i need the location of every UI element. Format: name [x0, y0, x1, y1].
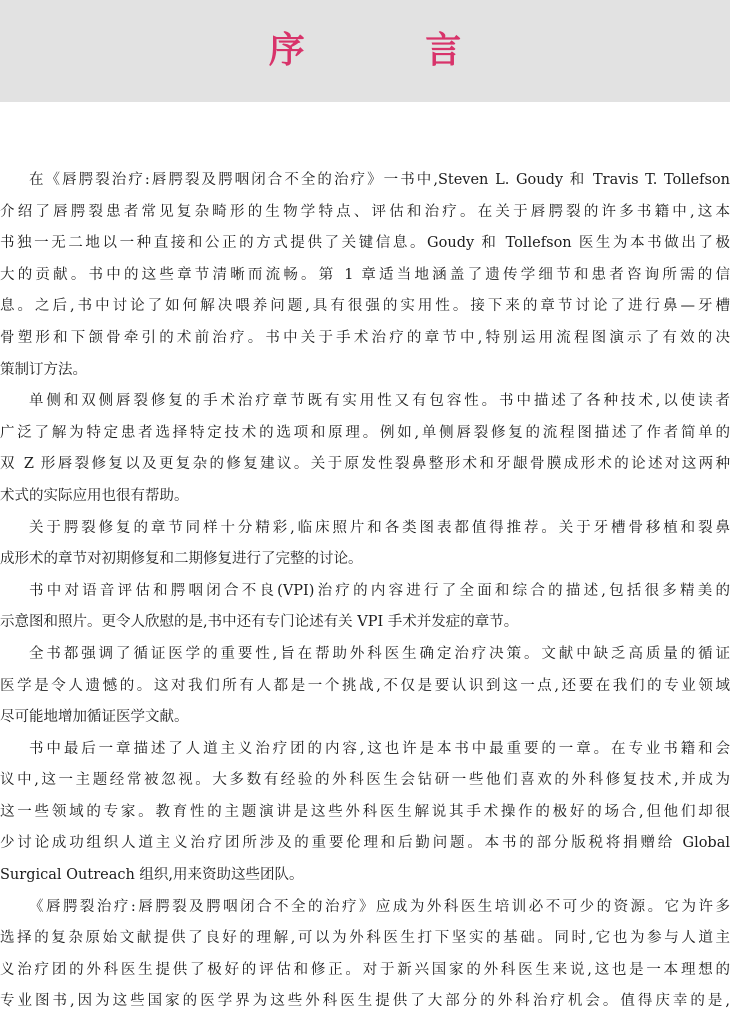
text-line: 示意图和照片。更令人欣慰的是,书中还有专门论述有关 VPI 手术并发症的章节。	[0, 614, 519, 631]
text-line: 在《唇腭裂治疗:唇腭裂及腭咽闭合不全的治疗》一书中,Steven L. Goudy 和 Travis T. Tollefson	[29, 172, 730, 188]
text-line: 这一些领域的专家。教育性的主题演讲是这些外科医生解说其手术操作的极好的场合,但他们却很	[0, 803, 730, 820]
header-band	[0, 0, 730, 102]
text-line: 专业图书,因为这些国家的医学界为这些外科医生提供了大部分的外科治疗机会。值得庆幸的是,	[0, 993, 730, 1010]
text-line: 策制订方法。	[0, 361, 87, 378]
text-line: 书中最后一章描述了人道主义治疗团的内容,这也许是本书中最重要的一章。在专业书籍和会	[29, 740, 730, 757]
text-line: 议中,这一主题经常被忽视。大多数有经验的外科医生会钻研一些他们喜欢的外科修复技术,并成为	[0, 772, 730, 789]
text-line: 书中对语音评估和腭咽闭合不良(VPI)治疗的内容进行了全面和综合的描述,包括很多精美的	[29, 582, 730, 599]
text-line: 医学是令人遗憾的。这对我们所有人都是一个挑战,不仅是要认识到这一点,还要在我们的专业领域	[0, 677, 730, 694]
text-line: 骨塑形和下颌骨牵引的术前治疗。书中关于手术治疗的章节中,特别运用流程图演示了有效的决	[0, 329, 730, 346]
text-line: 选择的复杂原始文献提供了良好的理解,可以为外科医生打下坚实的基础。同时,它也为参与人道主	[0, 930, 730, 947]
text-line: 关于腭裂修复的章节同样十分精彩,临床照片和各类图表都值得推荐。关于牙槽骨移植和裂鼻	[29, 519, 730, 536]
text-line: 少讨论成功组织人道主义治疗团所涉及的重要伦理和后勤问题。本书的部分版税将捐赠给 Global	[0, 835, 730, 852]
text-line: 术式的实际应用也很有帮助。	[0, 487, 189, 504]
text-line: 全书都强调了循证医学的重要性,旨在帮助外科医生确定治疗决策。文献中缺乏高质量的循证	[29, 645, 730, 662]
text-line: 广泛了解为特定患者选择特定技术的选项和原理。例如,单侧唇裂修复的流程图描述了作者简单的	[0, 424, 730, 441]
text-line: 大的贡献。书中的这些章节清晰而流畅。第 1 章适当地涵盖了遗传学细节和患者咨询所需的信	[0, 266, 730, 283]
text-line: 介绍了唇腭裂患者常见复杂畸形的生物学特点、评估和治疗。在关于唇腭裂的许多书籍中,这本	[0, 203, 730, 220]
text-line: 尽可能地增加循证医学文献。	[0, 709, 189, 726]
text-line: 双 Z 形唇裂修复以及更复杂的修复建议。关于原发性裂鼻整形术和牙龈骨膜成形术的论述对这两种	[0, 456, 730, 473]
text-line: 单侧和双侧唇裂修复的手术治疗章节既有实用性又有包容性。书中描述了各种技术,以使读者	[29, 393, 730, 410]
text-line: 义治疗团的外科医生提供了极好的评估和修正。对于新兴国家的外科医生来说,这也是一本理想的	[0, 961, 730, 978]
text-line: 息。之后,书中讨论了如何解决喂养问题,具有很强的实用性。接下来的章节讨论了进行鼻—牙槽	[0, 298, 730, 315]
preface-body	[0, 165, 730, 1018]
page-title: 序 言	[268, 29, 516, 71]
text-line: 成形术的章节对初期修复和二期修复进行了完整的讨论。	[0, 551, 363, 568]
text-line: 《唇腭裂治疗:唇腭裂及腭咽闭合不全的治疗》应成为外科医生培训必不可少的资源。它为许多	[29, 898, 730, 915]
text-line: Surgical Outreach 组织,用来资助这些团队。	[0, 867, 304, 884]
text-line: 书独一无二地以一种直接和公正的方式提供了关键信息。Goudy 和 Tollefson 医生为本书做出了极	[0, 235, 730, 252]
